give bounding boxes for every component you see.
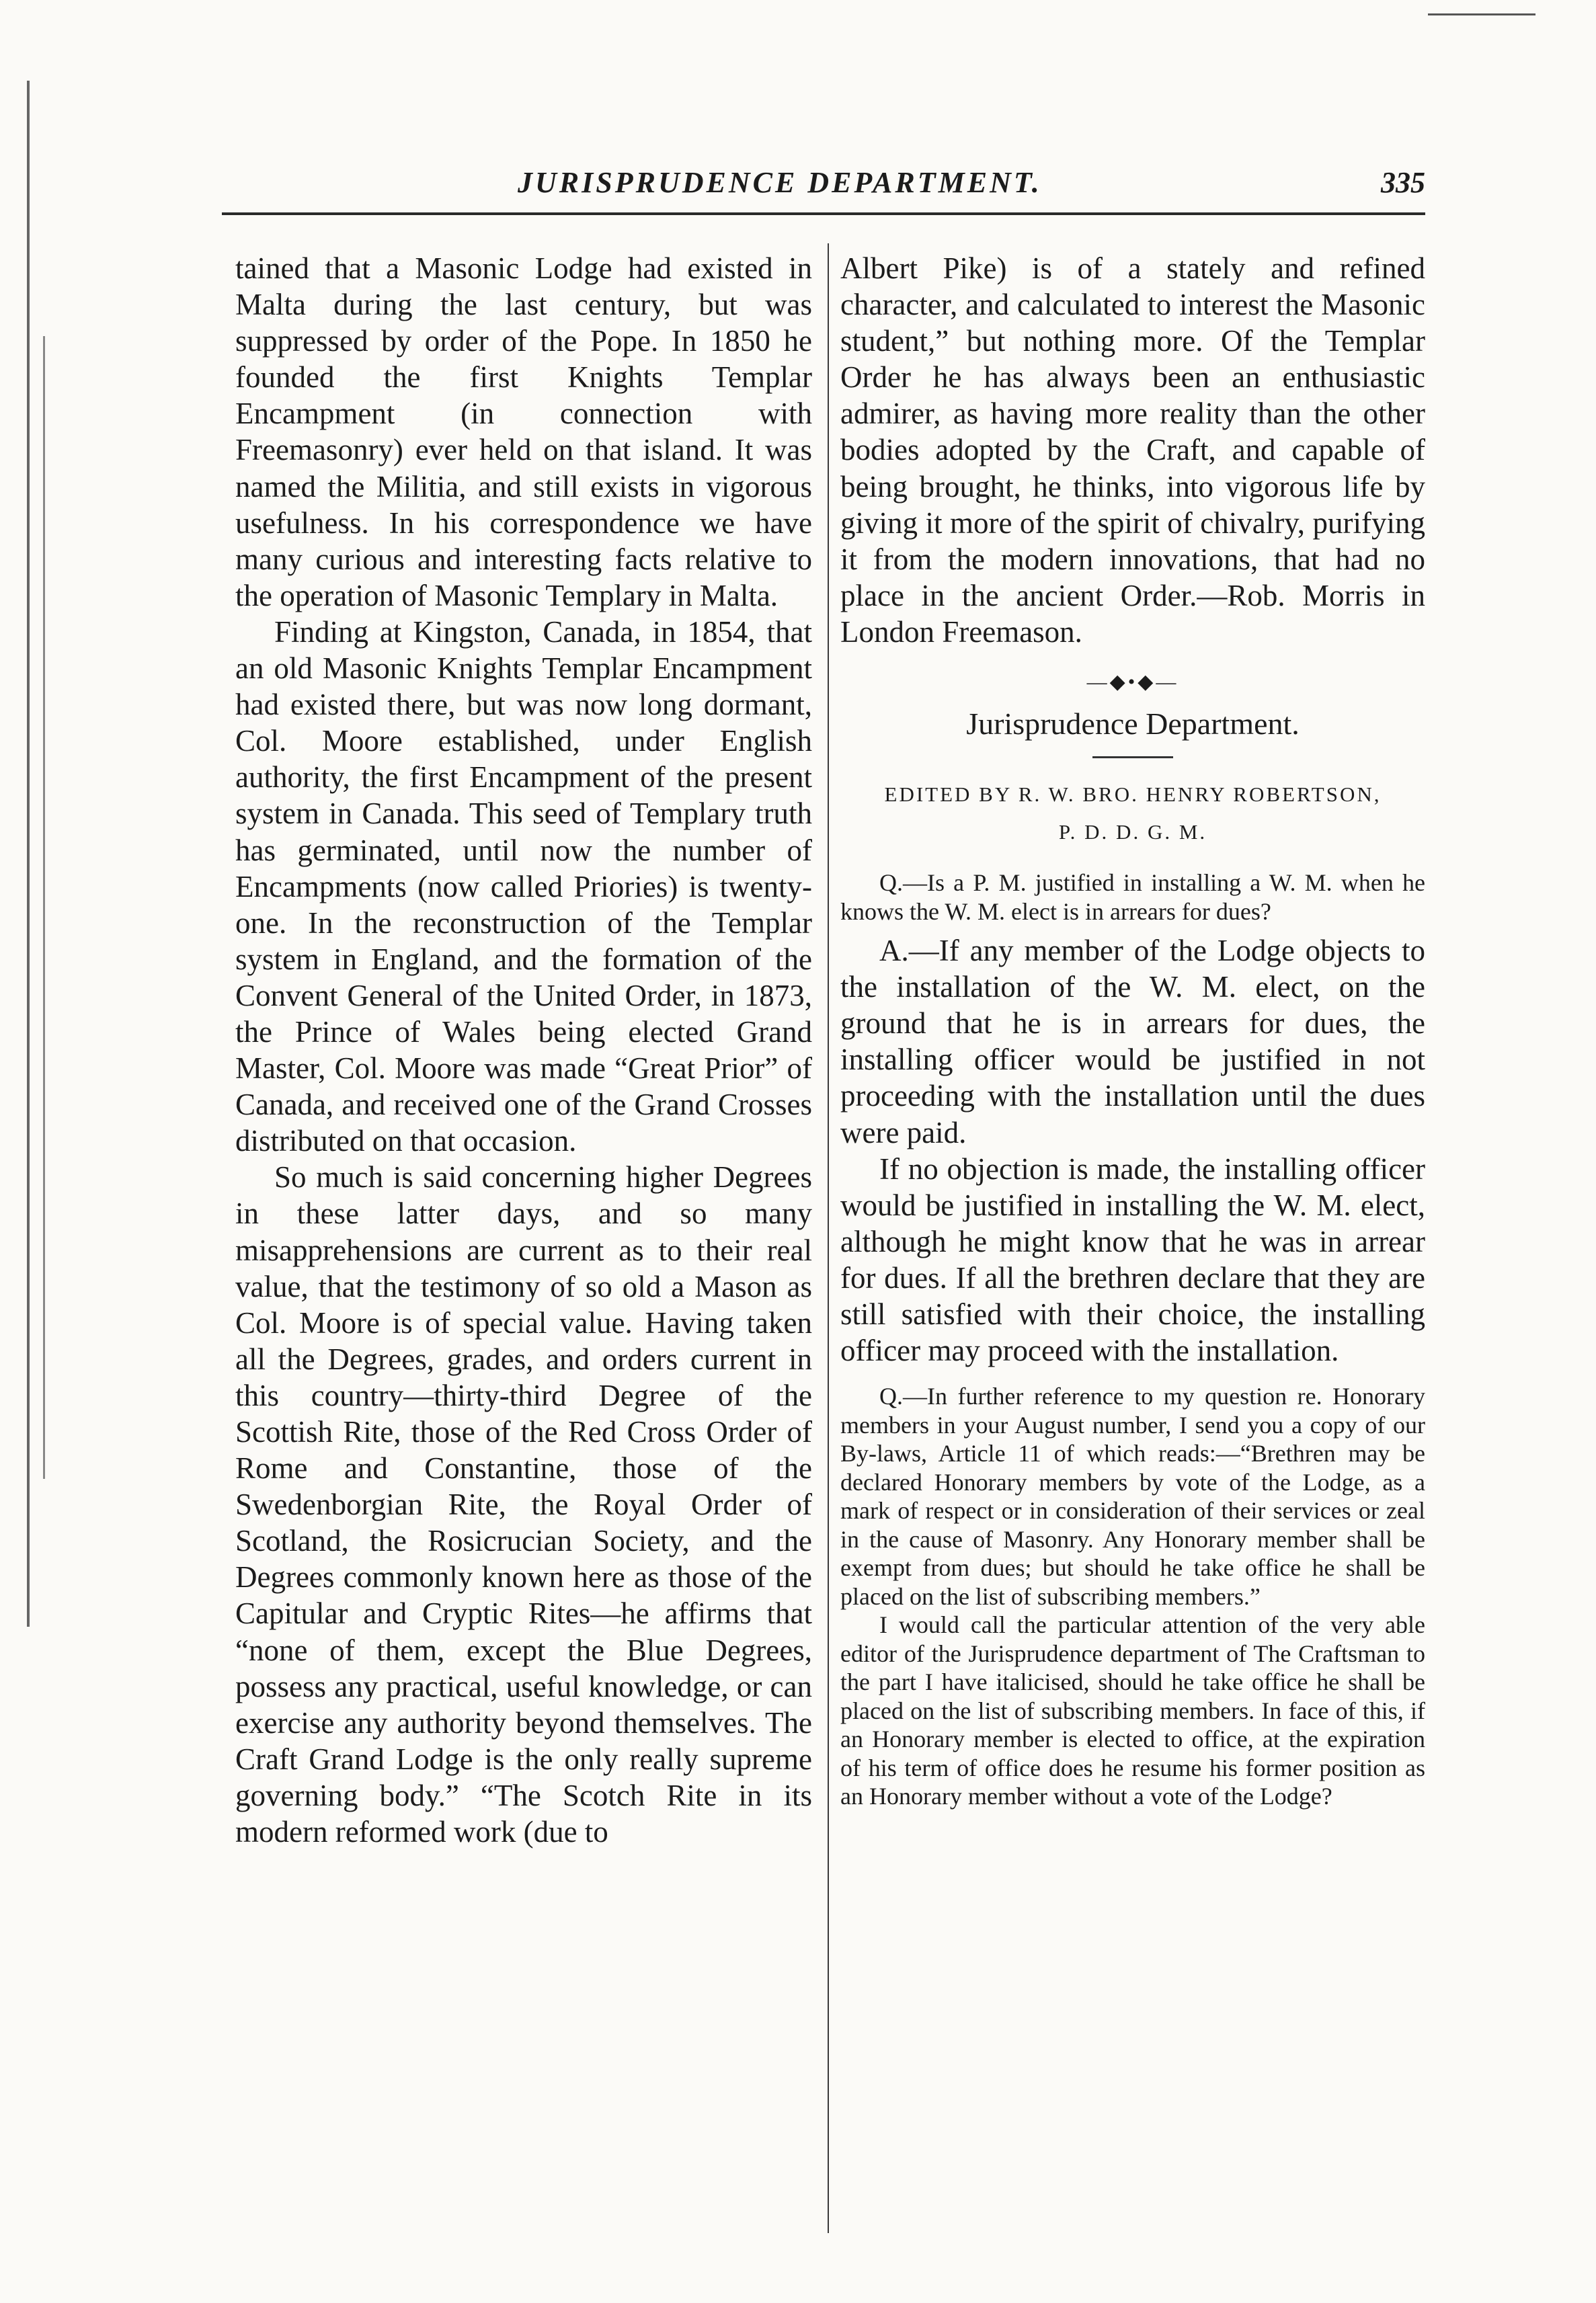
question-2-paragraph-2: I would call the particular attention of the very able editor of the Jurisprudence department of The Craftsman to the part I have italicised, should he take office he shall be placed on the list of subscribing members. In face of this, if an Honorary member is elected to office, at the expiration of his term of office does he resume his former position as an Honorary member without a vote of the Lodge?: [840, 1611, 1425, 1810]
section-title: Jurisprudence Department.: [966, 706, 1300, 741]
binding-margin-marks: [27, 81, 56, 1627]
corner-rule: [1428, 13, 1535, 15]
answer-1-paragraph-2: If no objection is made, the installing officer would be justified in installing the W. M. elect, although he might know that he was in arrear for dues. If all the brethren declare that they are still satisfied with their choice, the installing officer may proceed with the installation.: [840, 1152, 1425, 1368]
section-ornament: —◆•◆—: [1086, 671, 1179, 694]
left-paragraph-1: tained that a Masonic Lodge had existed in Malta during the last century, but was suppressed by order of the Pope. In 1850 he founded the first Knights Templar Encampment (in connection with Freemasonry) ever held on that island. It was named the Militia, and still exists in vigorous usefulness. In his correspondence we have many curious and interesting facts relative to the operation of Masonic Templary in Malta.: [235, 251, 812, 612]
editor-line-1: EDITED BY R. W. BRO. HENRY ROBERTSON,: [884, 782, 1382, 807]
editor-line-2: P. D. D. G. M.: [1058, 820, 1207, 844]
left-paragraph-3: So much is said concerning higher Degrees in these latter days, and so many misapprehensions are current as to their real value, that the testimony of so old a Mason as Col. Moore is of special value. Having taken all the Degrees, grades, and orders current in this country—thirty-third Degree of the Scottish Rite, those of the Red Cross Order of Rome and Constantine, those of the Swedenborgian Rite, the Royal Order of Scotland, the Rosicrucian Society, and the Degrees commonly known here as those of the Capitular and Cryptic Rites—he affirms that “none of them, except the Blue Degrees, possess any practical, useful knowledge, or can exercise any authority beyond themselves. The Craft Grand Lodge is the only really supreme governing body.” “The Scotch Rite in its modern reformed work (due to: [235, 1160, 812, 1849]
right-column: [840, 250, 1425, 1811]
running-title: JURISPRUDENCE DEPARTMENT.: [518, 166, 1042, 199]
left-column: [235, 250, 812, 1850]
page-number: 335: [1381, 166, 1425, 199]
question-1: Q.—Is a P. M. justified in installing a W. M. when he knows the W. M. elect is in arrears for dues?: [840, 869, 1425, 925]
column-divider: [828, 243, 829, 2233]
section-rule: [1092, 756, 1173, 758]
left-paragraph-2: Finding at Kingston, Canada, in 1854, that an old Masonic Knights Templar Encampment had existed there, but was now long dormant, Col. Moore established, under English authority, the first Encampment of the present system in Canada. This seed of Templary truth has germinated, until now the number of Encampments (now called Priories) is twenty-one. In the reconstruction of the Templar system in England, and the formation of the Convent General of the United Order, in 1873, the Prince of Wales being elected Grand Master, Col. Moore was made “Great Prior” of Canada, and received one of the Grand Crosses distributed on that occasion.: [235, 614, 812, 1158]
editor-credit: [840, 776, 1425, 851]
question-2: Q.—In further reference to my question re. Honorary members in your August number, I send you a copy of our By-laws, Article 11 of which reads:—“Brethren may be declared Honorary members by vote of the Lodge, as a mark of respect or in consideration of their services or zeal in the cause of Masonry. Any Honorary member shall be exempt from dues; but should he take office he shall be placed on the list of subscribing members.”: [840, 1383, 1425, 1610]
answer-1-paragraph-1: A.—If any member of the Lodge objects to the installation of the W. M. elect, on the ground that he is in arrears for dues, the installing officer would be justified in not proceeding with the installation until the dues were paid.: [840, 934, 1425, 1149]
right-continuation-paragraph: Albert Pike) is of a stately and refined character, and calculated to interest the Masonic student,” but nothing more. Of the Templar Order he has always been an enthusiastic admirer, as having more reality than the other bodies adopted by the Craft, and capable of being brought, he thinks, into vigorous life by giving it more of the spirit of chivalry, purifying it from the modern innovations, that had no place in the ancient Order.—Rob. Morris in London Freemason.: [840, 251, 1425, 649]
running-head: [222, 165, 1425, 215]
